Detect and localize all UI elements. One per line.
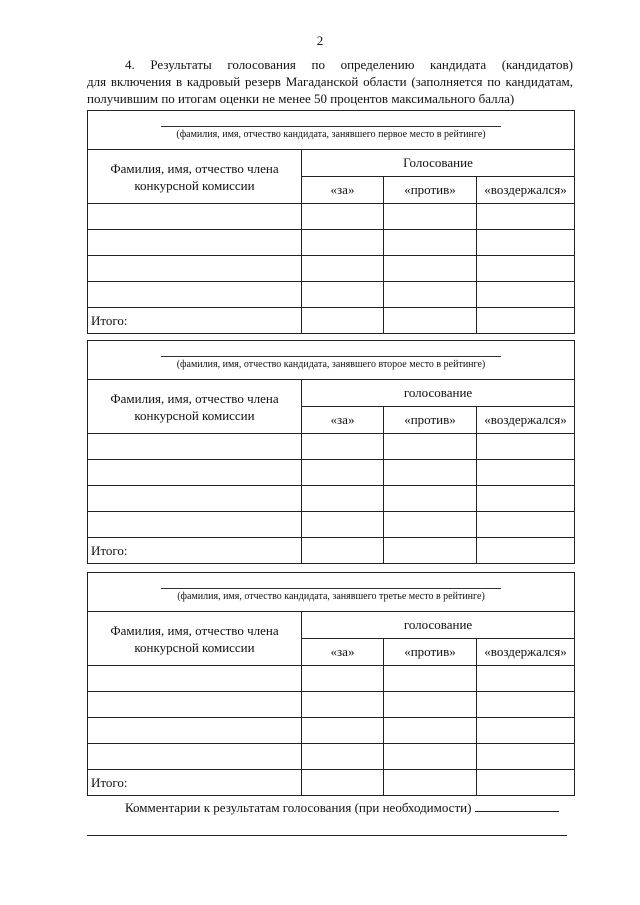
- col-against-header: «против»: [384, 177, 477, 204]
- member-name-cell[interactable]: [88, 718, 302, 744]
- col-for-header: «за»: [302, 639, 384, 666]
- total-abstain-cell[interactable]: [477, 538, 575, 564]
- member-name-cell[interactable]: [88, 666, 302, 692]
- total-abstain-cell[interactable]: [477, 770, 575, 796]
- col-against-header: «против»: [384, 407, 477, 434]
- member-name-cell[interactable]: [88, 256, 302, 282]
- comments-field: [125, 799, 559, 816]
- table-row: [88, 486, 575, 512]
- member-name-cell[interactable]: [88, 512, 302, 538]
- member-name-header: Фамилия, имя, отчество члена конкурсной комиссии: [88, 380, 302, 434]
- vote-abstain-cell[interactable]: [477, 204, 575, 230]
- vote-for-cell[interactable]: [302, 744, 384, 770]
- candidate-caption: (фамилия, имя, отчество кандидата, занявшего первое место в рейтинге): [176, 129, 486, 140]
- col-against-header: «против»: [384, 639, 477, 666]
- col-abstain-header: «воздержался»: [477, 177, 575, 204]
- total-label: Итого:: [88, 538, 302, 564]
- candidate-name-field[interactable]: [88, 573, 575, 612]
- member-name-cell[interactable]: [88, 434, 302, 460]
- intro-line-1: 4. Результаты голосования по определению кандидата (кандидатов): [125, 57, 573, 72]
- member-name-header: Фамилия, имя, отчество члена конкурсной комиссии: [88, 612, 302, 666]
- table-row: [88, 718, 575, 744]
- vote-for-cell[interactable]: [302, 486, 384, 512]
- col-abstain-header: «воздержался»: [477, 639, 575, 666]
- vote-against-cell[interactable]: [384, 692, 477, 718]
- total-label: Итого:: [88, 308, 302, 334]
- table-row: [88, 744, 575, 770]
- vote-against-cell[interactable]: [384, 512, 477, 538]
- table-row: [88, 256, 575, 282]
- member-name-cell[interactable]: [88, 282, 302, 308]
- table-row: [88, 666, 575, 692]
- col-for-header: «за»: [302, 177, 384, 204]
- vote-for-cell[interactable]: [302, 256, 384, 282]
- vote-against-cell[interactable]: [384, 666, 477, 692]
- vote-for-cell[interactable]: [302, 434, 384, 460]
- total-for-cell[interactable]: [302, 308, 384, 334]
- voting-table-third-place: [87, 572, 575, 796]
- total-against-cell[interactable]: [384, 770, 477, 796]
- vote-against-cell[interactable]: [384, 744, 477, 770]
- vote-abstain-cell[interactable]: [477, 282, 575, 308]
- comments-input-line[interactable]: [475, 799, 559, 812]
- candidate-name-field[interactable]: [88, 111, 575, 150]
- vote-abstain-cell[interactable]: [477, 512, 575, 538]
- table-row: [88, 434, 575, 460]
- total-for-cell[interactable]: [302, 770, 384, 796]
- comments-label: Комментарии к результатам голосования (при необходимости): [125, 800, 472, 815]
- total-row: [88, 770, 575, 796]
- vote-abstain-cell[interactable]: [477, 718, 575, 744]
- member-name-header: Фамилия, имя, отчество члена конкурсной комиссии: [88, 150, 302, 204]
- col-for-header: «за»: [302, 407, 384, 434]
- vote-against-cell[interactable]: [384, 256, 477, 282]
- candidate-name-line: [161, 356, 501, 357]
- vote-header: Голосование: [302, 150, 575, 177]
- total-for-cell[interactable]: [302, 538, 384, 564]
- vote-against-cell[interactable]: [384, 282, 477, 308]
- vote-for-cell[interactable]: [302, 230, 384, 256]
- member-name-cell[interactable]: [88, 744, 302, 770]
- table-row: [88, 460, 575, 486]
- voting-table-second-place: [87, 340, 575, 564]
- table-row: [88, 512, 575, 538]
- vote-for-cell[interactable]: [302, 718, 384, 744]
- table-row: [88, 692, 575, 718]
- vote-abstain-cell[interactable]: [477, 230, 575, 256]
- vote-for-cell[interactable]: [302, 460, 384, 486]
- col-abstain-header: «воздержался»: [477, 407, 575, 434]
- intro-line-3: получившим по итогам оценки не менее 50 процентов максимального балла): [87, 91, 515, 106]
- candidate-name-line: [161, 588, 501, 589]
- vote-abstain-cell[interactable]: [477, 460, 575, 486]
- voting-table-first-place: [87, 110, 575, 334]
- vote-for-cell[interactable]: [302, 204, 384, 230]
- vote-abstain-cell[interactable]: [477, 744, 575, 770]
- vote-for-cell[interactable]: [302, 512, 384, 538]
- section-intro: [87, 56, 573, 107]
- vote-header: голосование: [302, 380, 575, 407]
- vote-for-cell[interactable]: [302, 692, 384, 718]
- vote-abstain-cell[interactable]: [477, 256, 575, 282]
- total-row: [88, 538, 575, 564]
- member-name-cell[interactable]: [88, 692, 302, 718]
- intro-line-2: для включения в кадровый резерв Магаданской области (заполняется по кандидатам,: [87, 74, 573, 89]
- total-against-cell[interactable]: [384, 538, 477, 564]
- member-name-cell[interactable]: [88, 486, 302, 512]
- comments-continuation-line[interactable]: [87, 835, 567, 836]
- member-name-cell[interactable]: [88, 230, 302, 256]
- vote-for-cell[interactable]: [302, 666, 384, 692]
- candidate-caption: (фамилия, имя, отчество кандидата, занявшего второе место в рейтинге): [176, 359, 486, 370]
- vote-against-cell[interactable]: [384, 486, 477, 512]
- vote-against-cell[interactable]: [384, 434, 477, 460]
- table-row: [88, 230, 575, 256]
- vote-abstain-cell[interactable]: [477, 692, 575, 718]
- vote-for-cell[interactable]: [302, 282, 384, 308]
- vote-abstain-cell[interactable]: [477, 486, 575, 512]
- vote-abstain-cell[interactable]: [477, 666, 575, 692]
- total-label: Итого:: [88, 770, 302, 796]
- vote-header: голосование: [302, 612, 575, 639]
- member-name-cell[interactable]: [88, 460, 302, 486]
- candidate-name-line: [161, 126, 501, 127]
- vote-against-cell[interactable]: [384, 204, 477, 230]
- total-against-cell[interactable]: [384, 308, 477, 334]
- table-row: [88, 282, 575, 308]
- candidate-caption: (фамилия, имя, отчество кандидата, занявшего третье место в рейтинге): [177, 591, 485, 602]
- candidate-name-field[interactable]: [88, 341, 575, 380]
- vote-against-cell[interactable]: [384, 718, 477, 744]
- table-row: [88, 204, 575, 230]
- member-name-cell[interactable]: [88, 204, 302, 230]
- page-number: 2: [316, 33, 324, 48]
- total-row: [88, 308, 575, 334]
- total-abstain-cell[interactable]: [477, 308, 575, 334]
- vote-against-cell[interactable]: [384, 230, 477, 256]
- vote-abstain-cell[interactable]: [477, 434, 575, 460]
- vote-against-cell[interactable]: [384, 460, 477, 486]
